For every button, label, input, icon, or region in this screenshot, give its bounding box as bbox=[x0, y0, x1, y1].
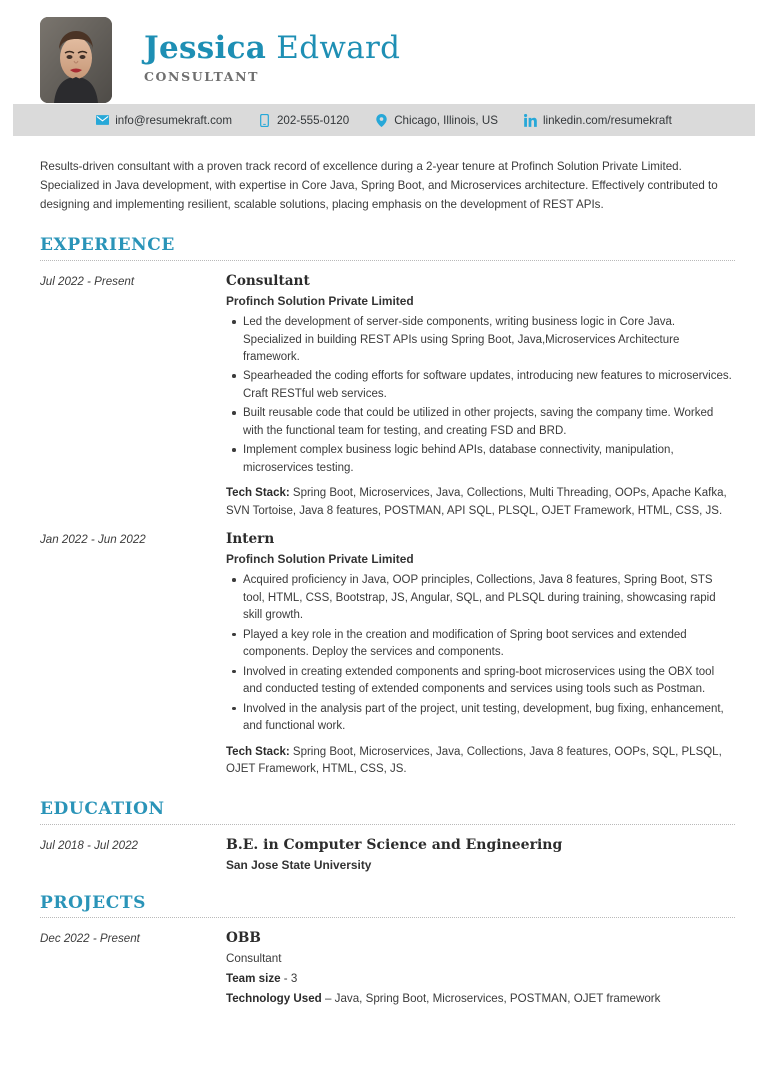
contact-email-text: info@resumekraft.com bbox=[115, 113, 232, 127]
job-role-subtitle: CONSULTANT bbox=[144, 69, 260, 85]
section-projects bbox=[40, 894, 735, 1008]
location-pin-icon bbox=[375, 114, 388, 127]
last-name: Edward bbox=[276, 29, 401, 66]
linkedin-icon bbox=[524, 114, 537, 127]
list-item: Involved in the analysis part of the project, unit testing, development, bug fixing, enhancement, and functional work. bbox=[243, 701, 735, 736]
contact-location[interactable] bbox=[375, 114, 498, 127]
section-divider bbox=[40, 260, 735, 262]
project-entry bbox=[40, 930, 735, 1008]
contact-email[interactable] bbox=[96, 114, 232, 127]
tech-stack-value: Spring Boot, Microservices, Java, Collections, Java 8 features, OOPs, SQL, PLSQL, OJET Framework, HTML, CSS, JS. bbox=[226, 745, 722, 775]
list-item: Built reusable code that could be utilized in other projects, saving the company time. Worked with the functional team for testing, and creating FSD and BRD. bbox=[243, 405, 735, 440]
project-details bbox=[226, 930, 735, 1008]
section-divider bbox=[40, 917, 735, 919]
avatar bbox=[40, 17, 112, 103]
list-item: Played a key role in the creation and modification of Spring boot services and extended components. Deploy the services and components. bbox=[243, 627, 735, 662]
contact-location-text: Chicago, Illinois, US bbox=[394, 113, 498, 127]
list-item: Involved in creating extended components and spring-boot microservices using the OBX tool and conducted testing of extended components and services using tools such as Postman. bbox=[243, 664, 735, 699]
project-technology bbox=[226, 990, 735, 1008]
experience-details bbox=[226, 531, 735, 778]
experience-date: Jul 2022 - Present bbox=[40, 275, 135, 289]
first-name: Jessica bbox=[144, 29, 267, 66]
project-team-size bbox=[226, 970, 735, 988]
experience-job-title: Consultant bbox=[226, 273, 310, 290]
tech-stack-label: Tech Stack: bbox=[226, 487, 290, 500]
technology-label: Technology Used bbox=[226, 991, 322, 1005]
contact-phone[interactable] bbox=[258, 114, 349, 127]
experience-bullet-list bbox=[226, 314, 735, 477]
email-icon bbox=[96, 114, 109, 127]
resume-header bbox=[0, 0, 768, 104]
project-date: Dec 2022 - Present bbox=[40, 932, 140, 946]
project-role: Consultant bbox=[226, 951, 282, 965]
phone-icon bbox=[258, 114, 271, 127]
experience-job-title: Intern bbox=[226, 531, 275, 548]
experience-entry bbox=[40, 273, 735, 520]
education-entry bbox=[40, 837, 735, 872]
education-school: San Jose State University bbox=[226, 857, 372, 872]
experience-details bbox=[226, 273, 735, 520]
page-title bbox=[144, 29, 401, 66]
project-name: OBB bbox=[226, 930, 261, 947]
section-title-education: EDUCATION bbox=[40, 799, 165, 820]
resume-body bbox=[0, 158, 768, 1008]
technology-value: – Java, Spring Boot, Microservices, POSTMAN, OJET framework bbox=[321, 991, 661, 1005]
tech-stack-value: Spring Boot, Microservices, Java, Collections, Multi Threading, OOPs, Apache Kafka, SVN Tortoise, Java 8 features, POSTMAN, API SQL, PLSQL, OJET Framework, HTML, CSS, JS. bbox=[226, 487, 727, 517]
tech-stack-label: Tech Stack: bbox=[226, 745, 290, 758]
experience-entry bbox=[40, 531, 735, 778]
team-size-label: Team size bbox=[226, 971, 281, 985]
experience-date: Jan 2022 - Jun 2022 bbox=[40, 533, 146, 547]
experience-tech-stack bbox=[226, 744, 735, 779]
list-item: Spearheaded the coding efforts for software updates, introducing new features to microservices. Craft RESTful web services. bbox=[243, 368, 735, 403]
section-title-experience: EXPERIENCE bbox=[40, 235, 175, 256]
contact-phone-text: 202-555-0120 bbox=[276, 113, 350, 127]
section-title-projects: PROJECTS bbox=[40, 892, 146, 913]
education-degree: B.E. in Computer Science and Engineering bbox=[226, 837, 563, 854]
experience-tech-stack bbox=[226, 485, 735, 520]
experience-organization: Profinch Solution Private Limited bbox=[226, 294, 414, 309]
section-divider bbox=[40, 824, 735, 826]
list-item: Implement complex business logic behind APIs, database connectivity, manipulation, microservices testing. bbox=[243, 442, 735, 477]
education-date: Jul 2018 - Jul 2022 bbox=[40, 839, 138, 853]
contact-linkedin-text: linkedin.com/resumekraft bbox=[542, 113, 672, 127]
experience-bullet-list bbox=[226, 572, 735, 735]
contact-linkedin[interactable] bbox=[524, 114, 672, 127]
section-education bbox=[40, 800, 735, 871]
education-details bbox=[226, 837, 735, 872]
contact-bar bbox=[13, 104, 755, 136]
professional-summary: Results-driven consultant with a proven track record of excellence during a 2-year tenure at Profinch Solution Private Limited. Specialized in Java development, with expertise in Core Java, Spring Boot, and Microservices architecture. Effectively contributed to designing and implementing resilient, scalable solutions, placing emphasis on the development of REST APIs. bbox=[40, 160, 718, 211]
list-item: Led the development of server-side components, writing business logic in Core Java. Specialized in building REST APIs using Spring Boot, Java,Microservices Architecture framework. bbox=[243, 314, 735, 366]
team-size-value: - 3 bbox=[280, 971, 298, 985]
profile-photo-icon bbox=[40, 17, 112, 103]
section-experience bbox=[40, 236, 735, 778]
experience-organization: Profinch Solution Private Limited bbox=[226, 552, 414, 567]
list-item: Acquired proficiency in Java, OOP principles, Collections, Java 8 features, Spring Boot, STS tool, HTML, CSS, Bootstrap, JS, Angular, SQL, and PLSQL during training, showcasing rapid skill growth. bbox=[243, 572, 735, 624]
name-block bbox=[144, 29, 401, 89]
